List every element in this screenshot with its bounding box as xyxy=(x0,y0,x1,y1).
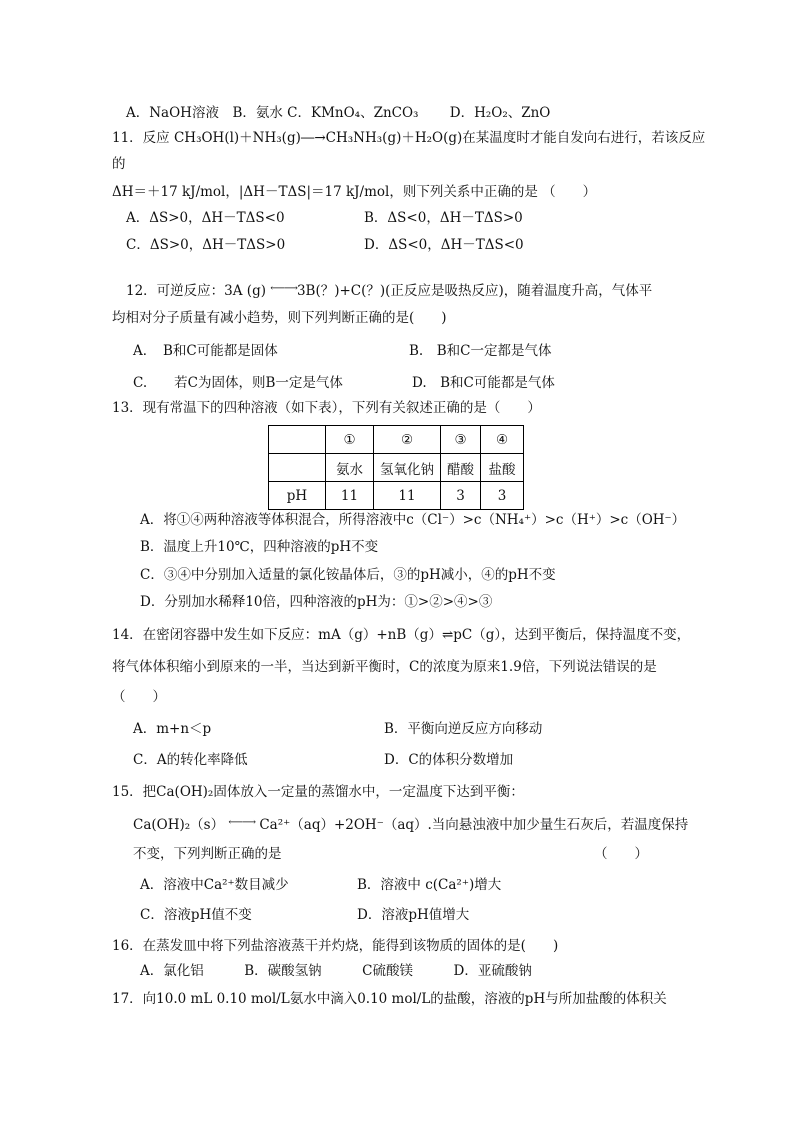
q17-stem: 17．向10.0 mL 0.10 mol/L氨水中滴入0.10 mol/L的盐酸，溶液的pH与所加盐酸的体积关 xyxy=(112,991,667,1007)
q15-option-b: B．溶液中 c(Ca²⁺)增大 xyxy=(357,877,502,893)
q11-option-d: D．ΔS<0，ΔH－TΔS<0 xyxy=(364,237,524,253)
q14-option-a: A．m+n＜p xyxy=(133,721,212,737)
table-cell: 3 xyxy=(441,482,481,510)
q14-stem-line3: （ ） xyxy=(112,689,166,705)
solutions-table xyxy=(268,425,524,510)
q12-option-d: D. B和C可能都是气体 xyxy=(412,375,555,391)
q11-option-a: A．ΔS>0，ΔH－TΔS<0 xyxy=(126,210,285,226)
q14-stem-line2: 将气体体积缩小到原来的一半，当达到新平衡时，C的浓度为原来1.9倍，下列说法错误的是 xyxy=(112,659,657,675)
table-cell: ② xyxy=(374,426,441,454)
q13-option-c: C．③④中分别加入适量的氯化铵晶体后，③的pH减小，④的pH不变 xyxy=(140,567,556,583)
q12-option-b: B. B和C一定都是气体 xyxy=(409,343,552,359)
table-cell: ③ xyxy=(441,426,481,454)
q14-option-d: D．C的体积分数增加 xyxy=(384,752,514,768)
q15-answer-paren: （ ） xyxy=(594,846,648,862)
q12-option-a: A． B和C可能都是固体 xyxy=(133,343,278,359)
q12-stem-line1 xyxy=(126,280,652,300)
table-cell: 3 xyxy=(481,482,524,510)
q11-option-c: C．ΔS>0，ΔH－TΔS>0 xyxy=(126,237,286,253)
table-cell: 醋酸 xyxy=(441,454,481,482)
q15-stem-line2 xyxy=(133,814,688,834)
q15-option-c: C．溶液pH值不变 xyxy=(140,907,252,923)
table-cell-empty xyxy=(269,454,326,482)
q12-stem-pre: 12．可逆反应：3A (g) xyxy=(126,283,271,299)
q14-option-b: B．平衡向逆反应方向移动 xyxy=(384,721,543,737)
q10-options: A．NaOH溶液 B．氨水 C．KMnO₄、ZnCO₃ D．H₂O₂、ZnO xyxy=(126,105,551,121)
q11-stem-line2: 的 xyxy=(112,156,126,172)
q15-stem-line3: 不变，下列判断正确的是 xyxy=(133,846,282,862)
q12-stem-post: 3B(？)+C(？)(正反应是吸热反应)，随着温度升高，气体平 xyxy=(296,283,653,299)
q12-stem-line2: 均相对分子质量有减小趋势，则下列判断正确的是( ) xyxy=(112,310,447,326)
equilibrium-arrow-icon: ⟵⟶ xyxy=(270,283,297,294)
table-row xyxy=(269,482,524,510)
q11-stem-line1: 11．反应 CH₃OH(l)＋NH₃(g)―→CH₃NH₃(g)＋H₂O(g)在某温度时才能自发向右进行，若该反应 xyxy=(112,130,706,146)
q13-stem: 13．现有常温下的四种溶液（如下表），下列有关叙述正确的是（ ） xyxy=(112,400,541,416)
q15-stem-post: Ca²⁺（aq）+2OH⁻（aq）.当向悬浊液中加少量生石灰后，若温度保持 xyxy=(255,817,689,833)
table-cell: ① xyxy=(326,426,374,454)
q15-option-d: D．溶液pH值增大 xyxy=(357,907,470,923)
table-cell: 氨水 xyxy=(326,454,374,482)
q13-option-a: A．将①④两种溶液等体积混合，所得溶液中c（Cl⁻）>c（NH₄⁺）>c（H⁺）>c（OH⁻） xyxy=(140,512,686,528)
q14-stem-line1: 14．在密闭容器中发生如下反应：mA（g）+nB（g）⇌pC（g），达到平衡后，保持温度不变， xyxy=(112,627,691,643)
table-cell-empty xyxy=(269,426,326,454)
q14-option-c: C．A的转化率降低 xyxy=(133,752,248,768)
q16-stem: 16．在蒸发皿中将下列盐溶液蒸干并灼烧，能得到该物质的固体的是( ) xyxy=(112,938,559,954)
table-row xyxy=(269,454,524,482)
table-row-label: pH xyxy=(269,482,326,510)
table-row xyxy=(269,426,524,454)
q15-option-a: A．溶液中Ca²⁺数目减少 xyxy=(140,877,289,893)
table-cell: 氢氧化钠 xyxy=(374,454,441,482)
table-cell: 11 xyxy=(326,482,374,510)
q16-options: A．氯化铝 B．碳酸氢钠 C硫酸镁 D．亚硫酸钠 xyxy=(140,963,532,979)
equilibrium-arrow-icon: ⟵⟶ xyxy=(228,817,256,828)
q15-stem-line1: 15．把Ca(OH)₂固体放入一定量的蒸馏水中，一定温度下达到平衡： xyxy=(112,784,524,800)
table-cell: 盐酸 xyxy=(481,454,524,482)
q11-option-b: B．ΔS<0，ΔH－TΔS>0 xyxy=(364,210,523,226)
q12-option-c: C. 若C为固体，则B一定是气体 xyxy=(133,375,343,391)
q11-stem-line3: ΔH＝＋17 kJ/mol，|ΔH－TΔS|＝17 kJ/mol，则下列关系中正确的是 （ ） xyxy=(112,184,597,200)
table-cell: 11 xyxy=(374,482,441,510)
table-cell: ④ xyxy=(481,426,524,454)
q13-option-b: B．温度上升10℃，四种溶液的pH不变 xyxy=(140,539,379,555)
q13-option-d: D．分别加水稀释10倍，四种溶液的pH为：①>②>④>③ xyxy=(140,594,493,610)
q15-stem-pre: Ca(OH)₂（s） xyxy=(133,817,229,833)
